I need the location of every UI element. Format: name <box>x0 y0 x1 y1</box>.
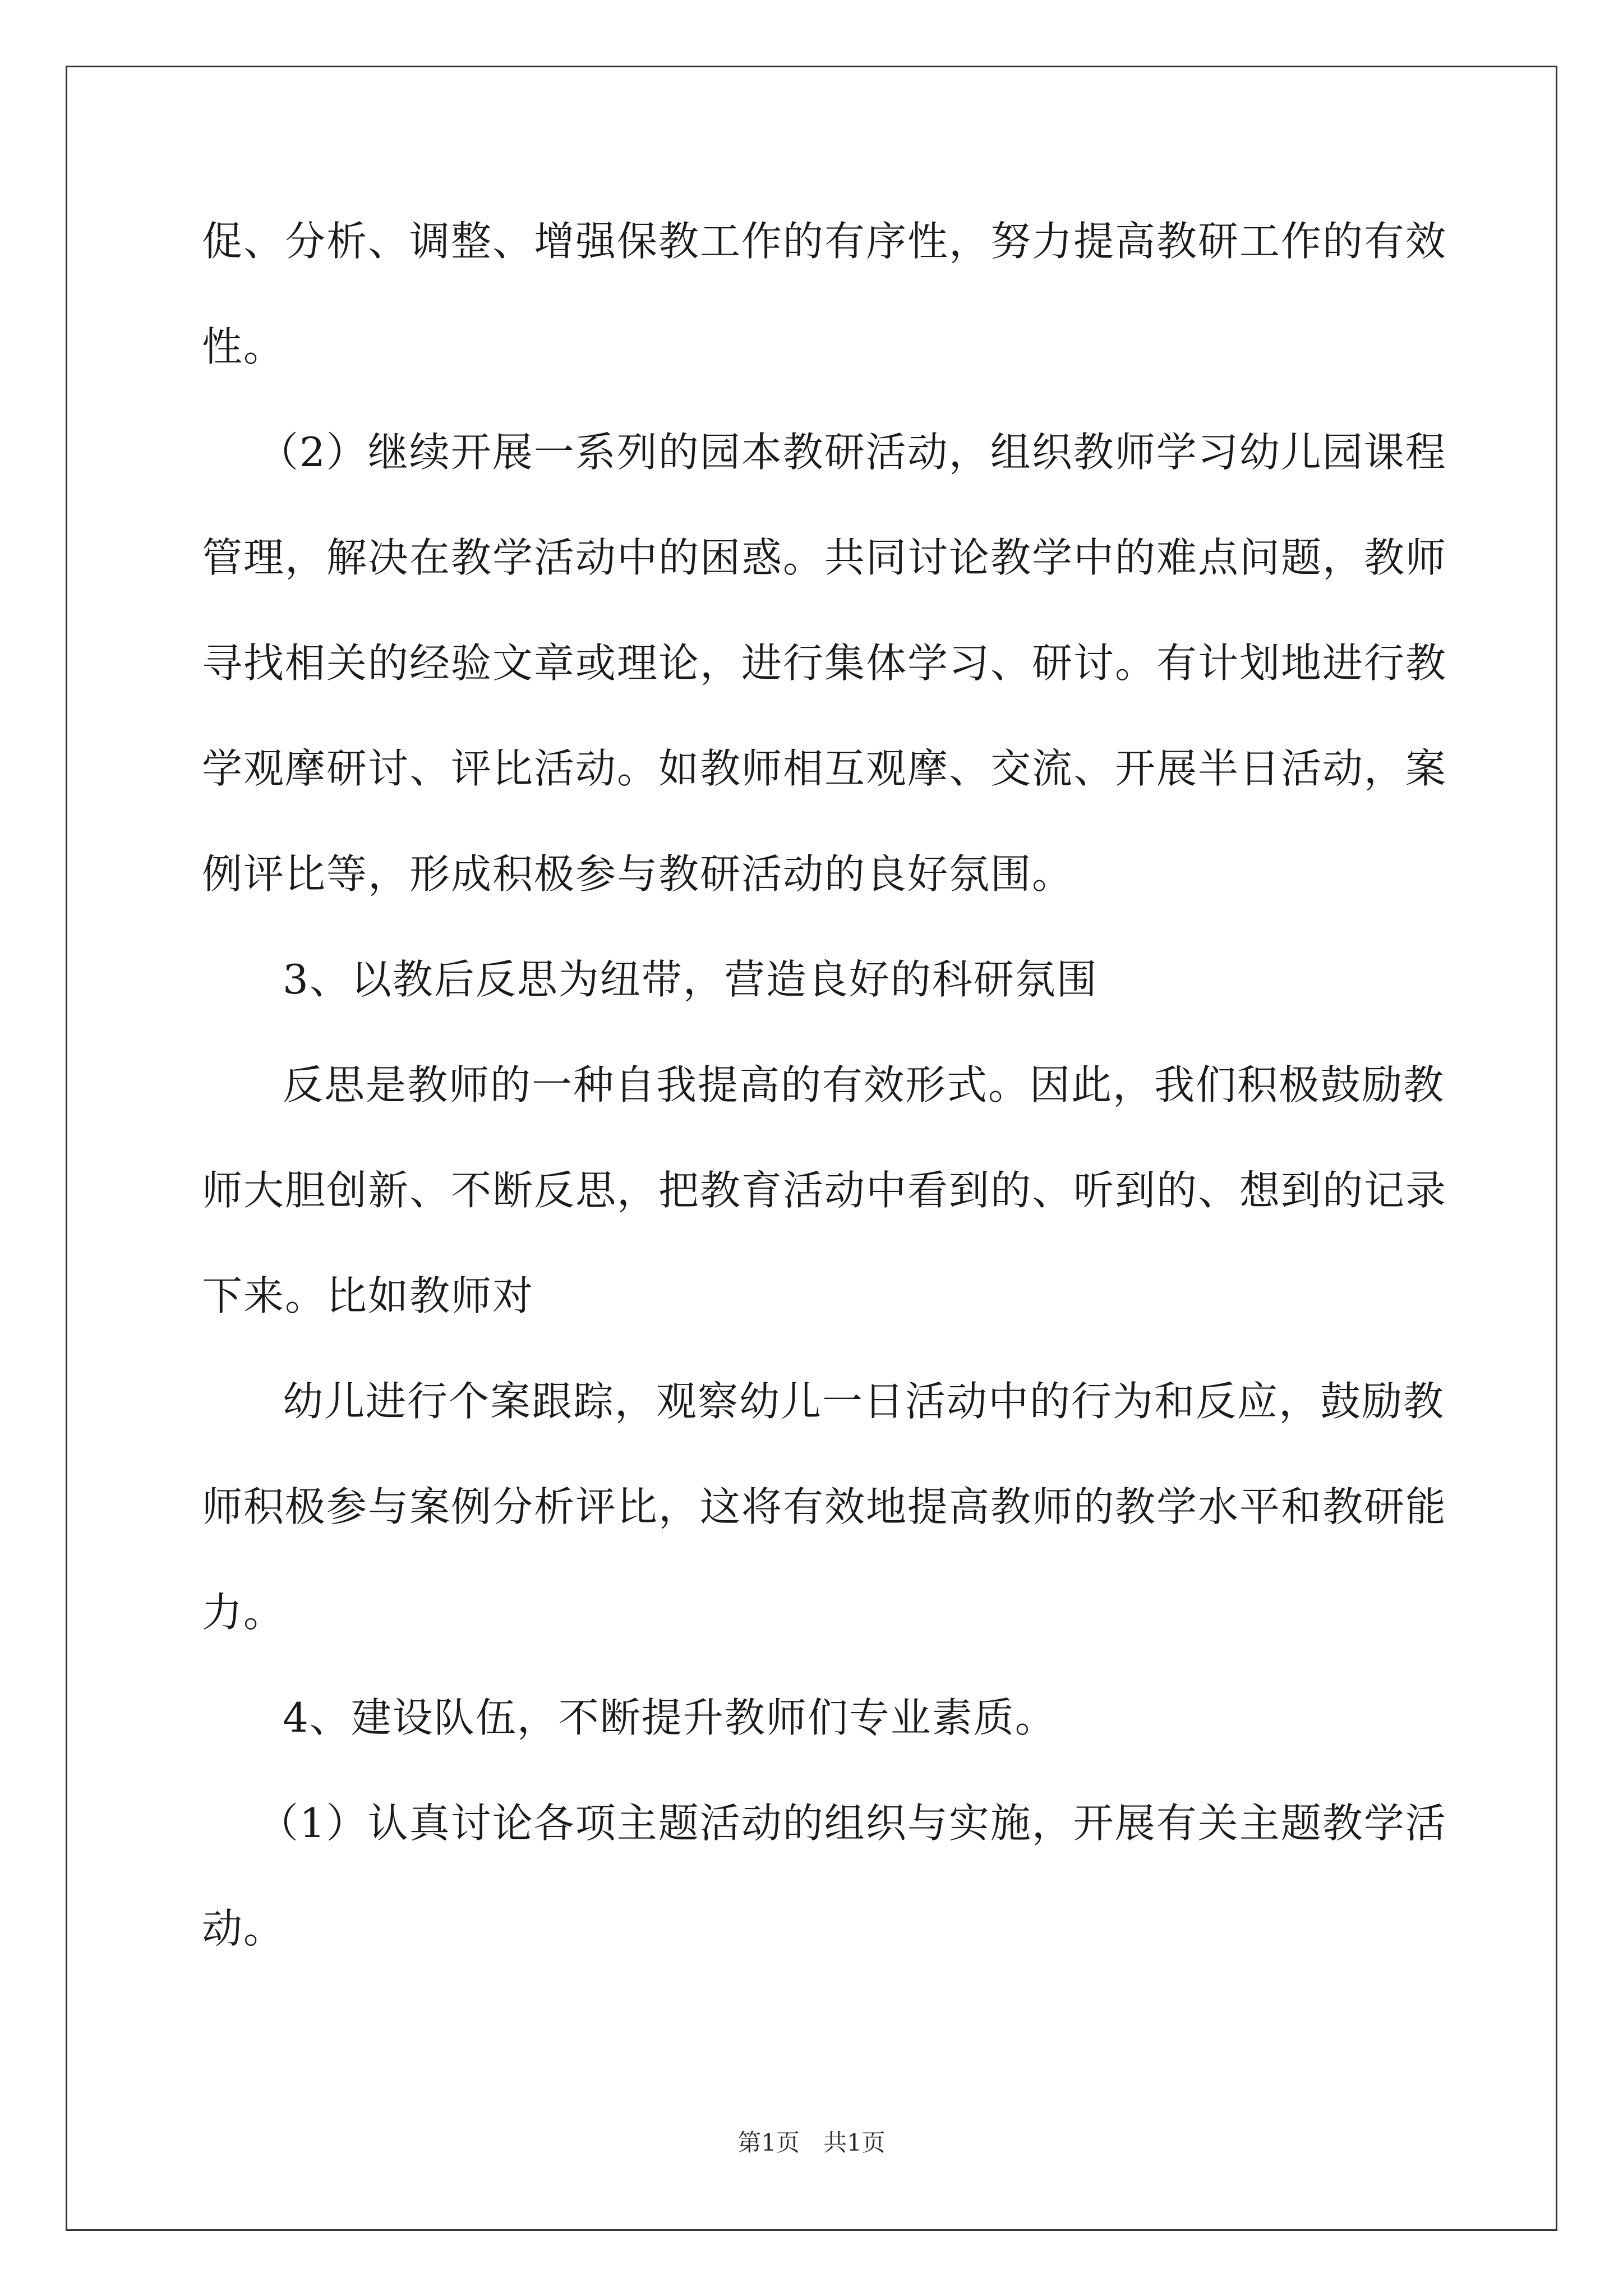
text-line: （1）认真讨论各项主题活动的组织与实施，开展有关主题教学活 <box>258 1800 1447 1847</box>
text-line: 师积极参与案例分析评比，这将有效地提高教师的教学水平和教研能 <box>202 1483 1447 1530</box>
text-line: 师大胆创新、不断反思，把教育活动中看到的、听到的、想到的记录 <box>202 1167 1447 1214</box>
text-line: 寻找相关的经验文章或理论，进行集体学习、研讨。有计划地进行教 <box>202 639 1447 687</box>
text-line: 力。 <box>202 1589 285 1636</box>
text-line: 管理，解决在教学活动中的困惑。共同讨论教学中的难点问题，教师 <box>202 534 1447 581</box>
text-line: 促、分析、调整、增强保教工作的有序性，努力提高教研工作的有效 <box>202 218 1447 265</box>
text-line: 性。 <box>202 323 285 370</box>
text-line: 幼儿进行个案跟踪，观察幼儿一日活动中的行为和反应，鼓励教 <box>283 1378 1445 1425</box>
text-line: 动。 <box>202 1905 285 1952</box>
text-line: 反思是教师的一种自我提高的有效形式。因此，我们积极鼓励教 <box>283 1061 1445 1108</box>
text-line: （2）继续开展一系列的园本教研活动，组织教师学习幼儿园课程 <box>258 429 1447 476</box>
text-line: 下来。比如教师对 <box>202 1272 534 1319</box>
text-line: 例评比等，形成积极参与教研活动的良好氛围。 <box>202 850 1074 898</box>
section-heading: 4、建设队伍，不断提升教师们专业素质。 <box>283 1694 1057 1741</box>
section-heading: 3、以教后反思为纽带，营造良好的科研氛围 <box>283 956 1098 1003</box>
page-footer: 第1页 共1页 <box>737 2129 886 2156</box>
text-line: 学观摩研讨、评比活动。如教师相互观摩、交流、开展半日活动，案 <box>202 745 1447 792</box>
